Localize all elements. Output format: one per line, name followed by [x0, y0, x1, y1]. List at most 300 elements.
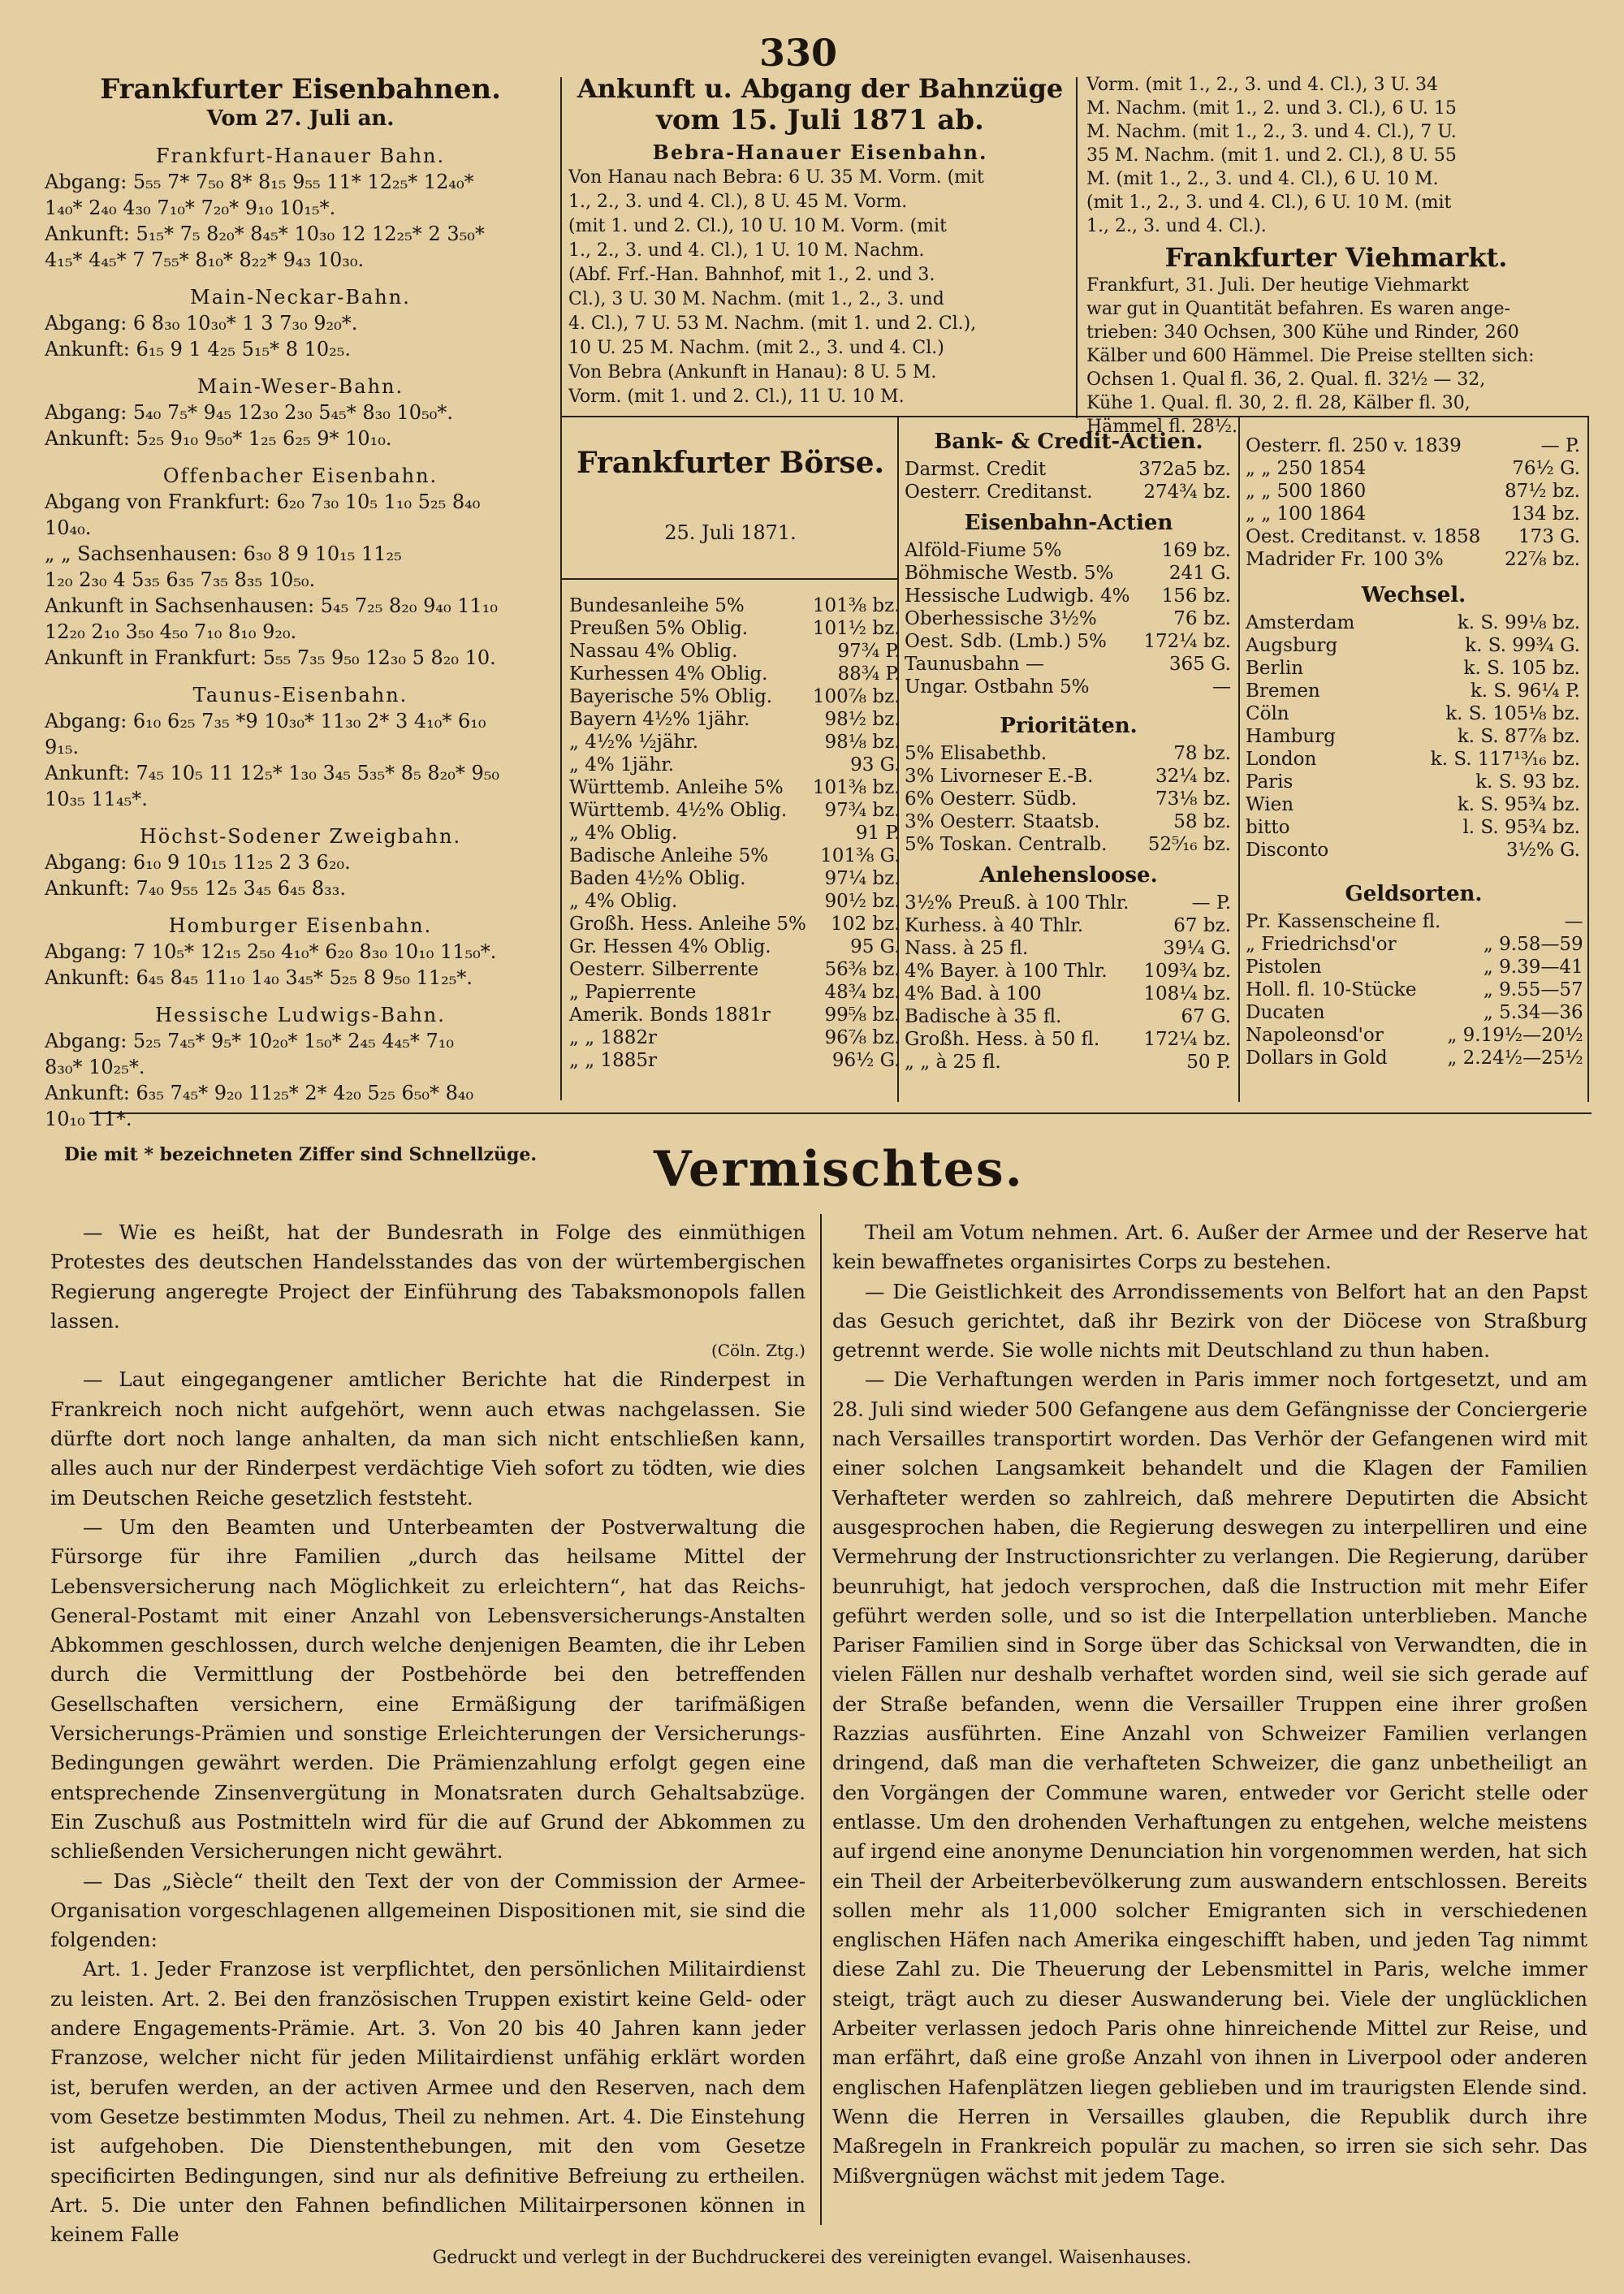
- quote-name: Madrider Fr. 100 3%: [1246, 549, 1444, 570]
- quote-row: [901, 585, 1234, 607]
- bebra-continued-lines: [1086, 73, 1586, 238]
- quote-value: 67 G.: [1181, 1006, 1231, 1027]
- railway-line-name: Homburger Eisenbahn.: [168, 914, 433, 937]
- quote-row: [1242, 434, 1583, 457]
- quote-row: [566, 822, 904, 845]
- quote-value: k. S. 99¾ G.: [1465, 635, 1580, 656]
- timetable-line: „ „ Sachsenhausen: 6₃₀ 8 9 10₁₅ 11₂₅: [45, 542, 402, 565]
- quote-value: 169 bz.: [1161, 540, 1231, 561]
- quote-row: [901, 983, 1234, 1005]
- quote-value: „ 2.24½—25½: [1447, 1048, 1583, 1069]
- quote-row: [1242, 725, 1583, 748]
- viehmarkt-line: Kälber und 600 Hämmel. Die Preise stellten sich:: [1086, 346, 1535, 366]
- quote-value: 90½ bz.: [824, 891, 901, 912]
- quote-value: 101⅜ bz.: [812, 595, 901, 616]
- geld-table: [1242, 910, 1587, 1069]
- quote-row: [901, 914, 1234, 937]
- quote-row: [566, 867, 904, 890]
- timetable-line: Abgang: 6 8₃₀ 10₃₀* 1 3 7₃₀ 9₂₀*.: [45, 312, 358, 335]
- quote-row: [566, 1004, 904, 1026]
- quote-row: [901, 458, 1234, 481]
- quote-value: 365 G.: [1168, 654, 1231, 675]
- railway-line-name: Hessische Ludwigs-Bahn.: [155, 1004, 446, 1026]
- quote-name: Kurhessen 4% Oblig.: [569, 663, 768, 685]
- railway-line-name: Main-Weser-Bahn.: [197, 375, 404, 398]
- timetable-line: 1₄₀* 2₄₀ 4₃₀ 7₁₀* 7₂₀* 9₁₀ 10₁₅*.: [45, 197, 336, 219]
- quote-value: 95 G.: [850, 936, 901, 957]
- quote-value: 102 bz.: [831, 914, 901, 935]
- timetable-line: 1₂₀ 2₃₀ 4 5₃₅ 6₃₅ 7₃₅ 8₃₅ 10₅₀.: [45, 568, 316, 591]
- quote-value: „ 9.19½—20½: [1447, 1025, 1583, 1046]
- bebra-line: Vorm. (mit 1., 2., 3. und 4. Cl.), 3 U. 34: [1086, 75, 1439, 95]
- article-source: (Cöln. Ztg.): [710, 1341, 806, 1361]
- quote-value: 172¼ bz.: [1143, 631, 1231, 652]
- quote-value: k. S. 87⅞ bz.: [1457, 726, 1580, 747]
- quote-name: Württemb. Anleihe 5%: [569, 777, 784, 798]
- quote-value: 87½ bz.: [1504, 481, 1580, 502]
- bebra-line: M. Nachm. (mit 1., 2., 3. und 4. Cl.), 7 U.: [1086, 122, 1457, 142]
- quote-name: Hamburg: [1246, 726, 1336, 747]
- timetable-line: Ankunft in Frankfurt: 5₅₅ 7₃₅ 9₅₀ 12₃₀ 5 8₂₀ 10.: [45, 646, 496, 669]
- page-number: 330: [759, 31, 838, 75]
- viehmarkt-line: Hämmel fl. 28½.: [1086, 417, 1238, 437]
- quote-row: [1242, 1024, 1587, 1047]
- quote-row: [1242, 1047, 1587, 1069]
- quote-row: [566, 594, 904, 617]
- quote-name: Böhmische Westb. 5%: [905, 563, 1114, 584]
- quote-row: [901, 960, 1234, 983]
- quote-name: Augsburg: [1246, 635, 1338, 656]
- quote-row: [901, 937, 1234, 960]
- quote-name: Oest. Sdb. (Lmb.) 5%: [905, 631, 1107, 652]
- bebra-line: 1., 2., 3. und 4. Cl.).: [1086, 216, 1267, 236]
- bebra-title-line1: Ankunft u. Abgang der Bahnzüge: [577, 73, 1064, 104]
- quote-name: Großh. Hess. Anleihe 5%: [569, 914, 806, 935]
- quote-name: Oberhessische 3½%: [905, 608, 1097, 629]
- article-paragraph: Art. 1. Jeder Franzose ist verpflichtet, den persönlichen Militairdienst zu leisten. Art. 2. Bei den französischen Truppen existirt keine Geld- oder andere Engagements-Prämie. Art. 3. Von 20 bis 40 Jahren kann jeder Franzose, welcher nicht für jeden Militairdienst unfähig erklärt worden ist, berufen werden, an der activen Armee und den Reserven, nach dem vom Gesetze bestimmten Modus, Theil zu nehmen. Art. 4. Die Einstehung ist aufgehoben. Die Dienstenthebungen, mit den vom Gesetze specificirten Bedingungen, sind nur als definitive Befreiung zu ertheilen. Art. 5. Die unter den Fahnen befindlichen Militairpersonen können in keinem Falle: [50, 1957, 806, 2247]
- quote-value: 274¾ bz.: [1143, 482, 1231, 503]
- quote-row: [566, 776, 904, 799]
- viehmarkt-line: Frankfurt, 31. Juli. Der heutige Viehmarkt: [1086, 275, 1469, 296]
- quote-value: 98½ bz.: [824, 709, 901, 730]
- quote-name: bitto: [1246, 817, 1290, 838]
- quote-value: 241 G.: [1168, 563, 1231, 584]
- quote-name: Paris: [1246, 771, 1294, 793]
- quote-value: 22⅞ bz.: [1504, 549, 1580, 570]
- quote-value: k. S. 99⅛ bz.: [1457, 612, 1580, 633]
- timetable-line: Ankunft in Sachsenhausen: 5₄₅ 7₂₅ 8₂₀ 9₄₀ 11₁₀: [45, 594, 499, 617]
- quote-value: 73⅛ bz.: [1155, 788, 1231, 810]
- bebra-title-line2: vom 15. Juli 1871 ab.: [656, 104, 984, 136]
- railway-line-name: Frankfurt-Hanauer Bahn.: [155, 145, 446, 167]
- quote-name: Ungar. Ostbahn 5%: [905, 676, 1090, 698]
- quote-value: 101½ bz.: [812, 618, 901, 639]
- railway-line-name: Taunus-Eisenbahn.: [192, 684, 408, 706]
- printer-imprint: Gedruckt und verlegt in der Buchdruckerei des vereinigten evangel. Waisenhauses.: [432, 2248, 1192, 2268]
- quote-value: 93 G.: [850, 754, 901, 775]
- quote-name: 3½% Preuß. à 100 Thlr.: [905, 892, 1129, 914]
- quote-value: 91 P.: [855, 823, 901, 844]
- quote-name: Darmst. Credit: [905, 459, 1047, 480]
- timetable-line: Abgang: 7 10₅* 12₁₅ 2₅₀ 4₁₀* 6₂₀ 8₃₀ 10₁₀ 11₅₀*.: [45, 940, 497, 963]
- quote-value: 108¼ bz.: [1143, 983, 1231, 1004]
- quote-row: [1242, 480, 1583, 503]
- quote-name: „ „ 1882r: [569, 1027, 657, 1048]
- quote-name: Alföld-Fiume 5%: [905, 540, 1062, 561]
- timetable-line: Abgang von Frankfurt: 6₂₀ 7₃₀ 10₅ 1₁₀ 5₂₅ 8₄₀: [45, 490, 481, 513]
- quote-name: „ „ 250 1854: [1246, 458, 1367, 479]
- quote-name: Gr. Hessen 4% Oblig.: [569, 936, 771, 957]
- timetable-line: Abgang: 5₅₅ 7* 7₅₀ 8* 8₁₅ 9₅₅ 11* 12₂₅* 12₄₀*: [45, 171, 474, 193]
- railway-subtitle: Vom 27. Juli an.: [206, 106, 395, 131]
- quote-name: Bundesanleihe 5%: [569, 595, 745, 616]
- quote-value: 96½ G.: [831, 1050, 901, 1071]
- viehmarkt-title: Frankfurter Viehmarkt.: [1164, 242, 1508, 273]
- wechsel-block: [1242, 434, 1585, 1069]
- quote-value: 97¼ bz.: [824, 868, 901, 889]
- railway-line-name: Offenbacher Eisenbahn.: [162, 464, 438, 487]
- quote-name: Berlin: [1246, 658, 1304, 679]
- quote-name: „ „ 100 1864: [1246, 503, 1367, 525]
- quote-value: 76 bz.: [1173, 608, 1231, 629]
- quote-row: [566, 1049, 904, 1072]
- quote-row: [1242, 503, 1583, 525]
- quote-value: 156 bz.: [1161, 585, 1231, 607]
- quote-row: [901, 765, 1234, 788]
- quote-name: „ 4½% ½jähr.: [569, 732, 699, 753]
- quote-name: Bremen: [1246, 680, 1320, 702]
- timetable-line: 4₁₅* 4₄₅* 7 7₅₅* 8₁₀* 8₂₂* 9₄₃ 10₃₀.: [45, 248, 365, 271]
- quote-value: 173 G.: [1518, 526, 1580, 547]
- quote-row: [1242, 702, 1583, 725]
- railway-timetable: [45, 73, 556, 1168]
- quote-name: Disconto: [1246, 840, 1329, 861]
- timetable-line: Ankunft: 6₁₅ 9 1 4₂₅ 5₁₅* 8 10₂₅.: [45, 338, 352, 361]
- boerse-block: [566, 426, 901, 1072]
- quote-value: k. S. 96¼ P.: [1470, 680, 1580, 702]
- column-rule: [820, 1214, 822, 2225]
- quote-name: Oesterr. Creditanst.: [905, 482, 1093, 503]
- timetable-line: 9₁₅.: [45, 736, 80, 758]
- railway-sections: [45, 143, 556, 1132]
- quote-row: [566, 685, 904, 708]
- bebra-line: 4. Cl.), 7 U. 53 M. Nachm. (mit 1. und 2. Cl.),: [568, 313, 977, 334]
- quote-value: „ 9.55—57: [1483, 979, 1583, 1000]
- quote-row: [1242, 657, 1583, 680]
- timetable-line: 10₃₅ 11₄₅*.: [45, 788, 148, 810]
- viehmarkt-line: trieben: 340 Ochsen, 300 Kühe und Rinder, 260: [1086, 322, 1519, 343]
- quote-value: 32¼ bz.: [1155, 766, 1231, 787]
- quote-value: 100⅞ bz.: [812, 686, 901, 707]
- quote-name: Amerik. Bonds 1881r: [569, 1004, 771, 1026]
- quote-name: „ 4% Oblig.: [569, 891, 678, 912]
- quote-name: 6% Oesterr. Südb.: [905, 788, 1078, 810]
- quote-name: 4% Bayer. à 100 Thlr.: [905, 961, 1108, 982]
- column-rule: [1076, 77, 1078, 418]
- quote-row: [566, 890, 904, 913]
- timetable-line: 12₂₀ 2₁₀ 3₅₀ 4₅₀ 7₁₀ 8₁₀ 9₂₀.: [45, 620, 297, 643]
- bebra-continued: [1086, 73, 1586, 438]
- bebra-line: (Abf. Frf.-Han. Bahnhof, mit 1., 2. und 3.: [568, 265, 935, 285]
- quote-name: Oest. Creditanst. v. 1858: [1246, 526, 1481, 547]
- timetable-line: Ankunft: 6₃₅ 7₄₅* 9₂₀ 11₂₅* 2* 4₂₀ 5₂₅ 6₅₀* 8₄₀: [45, 1082, 474, 1104]
- quote-name: „ 4% Oblig.: [569, 823, 678, 844]
- quote-name: Napoleonsd'or: [1246, 1025, 1384, 1046]
- quote-row: [566, 640, 904, 663]
- viehmarkt-line: Ochsen 1. Qual fl. 36, 2. Qual. fl. 32½ — 32,: [1086, 369, 1486, 390]
- column-rule: [1587, 416, 1589, 1102]
- quote-row: [1242, 1001, 1587, 1024]
- quote-value: 58 bz.: [1173, 811, 1231, 832]
- quote-value: —: [1212, 676, 1231, 698]
- bebra-subhead: Bebra-Hanauer Eisenbahn.: [652, 140, 988, 164]
- quote-value: 101⅜ G.: [820, 845, 901, 866]
- quote-value: 96⅞ bz.: [824, 1027, 901, 1048]
- quote-value: 78 bz.: [1173, 743, 1231, 764]
- quote-value: 109¾ bz.: [1143, 961, 1231, 982]
- quote-name: Nassau 4% Oblig.: [569, 641, 738, 662]
- quote-value: — P.: [1191, 892, 1231, 914]
- quote-value: 88¾ P.: [837, 663, 901, 685]
- quote-row: [1242, 457, 1583, 480]
- anlehen-title: Anlehensloose.: [979, 863, 1158, 888]
- oesterr-table: [1242, 434, 1583, 571]
- quote-name: Preußen 5% Oblig.: [569, 618, 749, 639]
- bebra-line: 35 M. Nachm. (mit 1. und 2. Cl.), 8 U. 55: [1086, 145, 1457, 166]
- quote-row: [566, 731, 904, 754]
- quote-row: [1242, 548, 1583, 571]
- article-paragraph: — Laut eingegangener amtlicher Berichte hat die Rinderpest in Frankreich noch nicht aufgehört, wenn auch etwas nachgelassen. Sie dürfte dort noch lange anhalten, da man sich nicht entschließen kann, alles auch nur der Rinderpest verdächtige Vieh sofort zu tödten, wie dies im Deutschen Reiche gesetzlich feststeht.: [50, 1367, 806, 1510]
- quote-name: Nass. à 25 fl.: [905, 938, 1029, 959]
- bebra-line: 1., 2., 3. und 4. Cl.), 1 U. 10 M. Nachm.: [568, 240, 925, 261]
- quote-name: Pistolen: [1246, 957, 1322, 978]
- bebra-line: M. (mit 1., 2., 3. und 4. Cl.), 6 U. 10 M.: [1086, 169, 1439, 189]
- timetable-line: 10₄₀.: [45, 516, 92, 539]
- timetable-line: Abgang: 5₂₅ 7₄₅* 9₅* 10₂₀* 1₅₀* 2₄₅ 4₄₅* 7₁₀: [45, 1030, 455, 1052]
- quote-value: 97¾ P.: [837, 641, 901, 662]
- quote-name: Cöln: [1246, 703, 1289, 724]
- quote-name: Bayerische 5% Oblig.: [569, 686, 773, 707]
- quote-name: Baden 4½% Oblig.: [569, 868, 746, 889]
- quote-value: — P.: [1540, 435, 1580, 456]
- quote-row: [901, 1005, 1234, 1028]
- quote-value: 3½% G.: [1506, 840, 1580, 861]
- quote-value: 172¼ bz.: [1143, 1029, 1231, 1050]
- article-paragraph: — Wie es heißt, hat der Bundesrath in Folge des einmüthigen Protestes des deutschen Handelsstandes das von der würtembergischen Regierung angeregte Project der Einführung des Tabaksmonopols fallen lassen.: [50, 1220, 806, 1333]
- quote-value: 99⅝ bz.: [824, 1004, 901, 1026]
- quote-name: London: [1246, 749, 1317, 770]
- quote-name: 5% Toskan. Centralb.: [905, 834, 1108, 855]
- quote-row: [1242, 956, 1587, 979]
- quote-row: [901, 833, 1234, 856]
- quote-name: Taunusbahn —: [905, 654, 1044, 675]
- quote-row: [566, 708, 904, 731]
- quote-row: [1242, 525, 1583, 548]
- quote-row: [566, 1026, 904, 1049]
- viehmarkt-line: Kühe 1. Qual. fl. 30, 2. fl. 28, Kälber fl. 30,: [1086, 393, 1471, 413]
- timetable-line: Abgang: 5₄₀ 7₅* 9₄₅ 12₃₀ 2₃₀ 5₄₅* 8₃₀ 10₅₀*.: [45, 401, 453, 424]
- timetable-line: Ankunft: 6₄₅ 8₄₅ 11₁₀ 1₄₀ 3₄₅* 5₂₅ 8 9₅₀ 11₂₅*.: [45, 966, 473, 989]
- quote-row: [1242, 771, 1583, 793]
- quote-name: Holl. fl. 10-Stücke: [1246, 979, 1417, 1000]
- quote-value: l. S. 95¾ bz.: [1462, 817, 1580, 838]
- quote-row: [901, 742, 1234, 765]
- viehmarkt-line: war gut in Quantität befahren. Es waren ange-: [1086, 299, 1510, 319]
- quote-name: Badische à 35 fl.: [905, 1006, 1062, 1027]
- bank-table: [901, 458, 1234, 503]
- quote-value: „ 9.39—41: [1483, 957, 1583, 978]
- quote-value: 372a5 bz.: [1138, 459, 1231, 480]
- quote-row: [901, 562, 1234, 585]
- viehmarkt-text: [1086, 274, 1586, 438]
- quote-name: 4% Bad. à 100: [905, 983, 1042, 1004]
- bank-title: Bank- & Credit-Actien.: [934, 430, 1203, 454]
- quote-value: —: [1564, 911, 1583, 932]
- timetable-line: Ankunft: 5₂₅ 9₁₀ 9₅₀* 1₂₅ 6₂₅ 9* 10₁₀.: [45, 427, 392, 450]
- quote-row: [1242, 680, 1583, 702]
- bebra-line: Vorm. (mit 1. und 2. Cl.), 11 U. 10 M.: [568, 387, 905, 407]
- quote-name: 3% Livorneser E.-B.: [905, 766, 1094, 787]
- wechsel-table: [1242, 611, 1583, 862]
- article-paragraph: — Um den Beamten und Unterbeamten der Postverwaltung die Fürsorge für ihre Familien „durch das heilsame Mittel der Lebensversicherung nach Möglichkeit zu erleichtern“, hat das Reichs-General-Postamt mit einer Anzahl von Lebensversicherungs-Anstalten Abkommen geschlossen, durch welche denjenigen Beamten, die ihr Leben durch die Vermittlung der Postbehörde bei den betreffenden Gesellschaften versichern, eine Ermäßigung der tarifmäßigen Versicherungs-Prämien und sonstige Erleichterungen der Versicherungs-Bedingungen gewährt werden. Die Prämienzahlung erfolgt gegen eine entsprechende Zinsenvergütung in Monatsraten durch Gehaltsabzüge. Ein Zuschuß aus Postmitteln wird für die auf Grund der Abkommen zu schließenden Versicherungen nicht gewährt.: [50, 1514, 806, 1864]
- quote-row: [901, 539, 1234, 562]
- timetable-line: Abgang: 6₁₀ 6₂₅ 7₃₅ *9 10₃₀* 11₃₀ 2* 3 4₁₀* 6₁₀: [45, 710, 486, 732]
- quote-row: [901, 481, 1234, 503]
- geld-title: Geldsorten.: [1345, 882, 1483, 906]
- quote-value: 50 P.: [1186, 1052, 1231, 1073]
- quote-name: Wien: [1246, 794, 1294, 815]
- quote-value: k. S. 93 bz.: [1475, 771, 1580, 793]
- quote-value: 48¾ bz.: [824, 982, 901, 1003]
- vermischtes-title: Vermischtes.: [654, 1141, 1024, 1198]
- quote-name: „ „ 500 1860: [1246, 481, 1367, 502]
- quote-name: Oesterr. Silberrente: [569, 959, 759, 980]
- quote-name: „ „ 1885r: [569, 1050, 657, 1071]
- railway-line-name: Main-Neckar-Bahn.: [190, 286, 411, 309]
- quote-row: [1242, 910, 1587, 933]
- quote-row: [1242, 634, 1583, 657]
- quote-row: [566, 845, 904, 867]
- quote-row: [566, 617, 904, 640]
- boerse-title: Frankfurter Börse.: [576, 446, 885, 480]
- quote-name: Badische Anleihe 5%: [569, 845, 769, 866]
- quote-row: [566, 981, 904, 1004]
- article-paragraph: — Das „Siècle“ theilt den Text der von der Commission der Armee-Organisation vorgeschlagenen allgemeinen Dispositionen mit, sie sind die folgenden:: [50, 1868, 806, 1952]
- wechsel-title: Wechsel.: [1361, 583, 1466, 607]
- quote-value: 101⅜ bz.: [812, 777, 901, 798]
- quote-name: „ „ à 25 fl.: [905, 1052, 1001, 1073]
- eisenbahn-table: [901, 539, 1234, 698]
- quote-row: [566, 799, 904, 822]
- quote-value: 97¾ bz.: [824, 800, 901, 821]
- express-note: Die mit * bezeichneten Ziffer sind Schnellzüge.: [63, 1144, 538, 1165]
- column-rule: [560, 77, 562, 1100]
- quote-row: [566, 913, 904, 935]
- railway-line-name: Höchst-Sodener Zweigbahn.: [139, 825, 462, 848]
- quote-value: 39¼ G.: [1163, 938, 1231, 959]
- quote-value: 52⁵⁄₁₆ bz.: [1147, 834, 1231, 855]
- bebra-line: 1., 2., 3. und 4. Cl.), 8 U. 45 M. Vorm.: [568, 192, 908, 212]
- column-rule: [1238, 416, 1240, 1102]
- boerse-date: 25. Juli 1871.: [664, 521, 797, 544]
- quote-name: Oesterr. fl. 250 v. 1839: [1246, 435, 1462, 456]
- quote-name: Kurhess. à 40 Thlr.: [905, 915, 1084, 936]
- quote-row: [1242, 793, 1583, 816]
- quote-value: 134 bz.: [1510, 503, 1580, 525]
- bebra-line: (mit 1., 2., 3. und 4. Cl.), 6 U. 10 M. (mit: [1086, 192, 1452, 213]
- bebra-line: Von Hanau nach Bebra: 6 U. 35 M. Vorm. (mit: [568, 167, 984, 188]
- railway-title: Frankfurter Eisenbahnen.: [100, 73, 501, 106]
- quote-name: 3% Oesterr. Staatsb.: [905, 811, 1100, 832]
- quote-name: Hessische Ludwigb. 4%: [905, 585, 1130, 607]
- quote-row: [566, 958, 904, 981]
- vermischtes-left-column: [50, 1218, 806, 2249]
- quote-name: „ Papierrente: [569, 982, 697, 1003]
- quote-row: [1242, 839, 1583, 862]
- quote-name: „ Friedrichsd'or: [1246, 934, 1397, 955]
- quote-row: [901, 653, 1234, 676]
- quote-row: [901, 810, 1234, 833]
- timetable-line: Abgang: 6₁₀ 9 10₁₅ 11₂₅ 2 3 6₂₀.: [45, 851, 351, 874]
- quote-value: k. S. 95¾ bz.: [1457, 794, 1580, 815]
- quote-name: Ducaten: [1246, 1002, 1325, 1023]
- quote-value: 56⅜ bz.: [824, 959, 901, 980]
- quote-row: [1242, 933, 1587, 956]
- timetable-line: Ankunft: 5₁₅* 7₅ 8₂₀* 8₄₅* 10₃₀ 12 12₂₅* 2 3₅₀*: [45, 222, 485, 245]
- quote-row: [1242, 611, 1583, 634]
- quote-name: Dollars in Gold: [1246, 1048, 1388, 1069]
- quote-row: [901, 788, 1234, 810]
- quote-name: Bayern 4½% 1jähr.: [569, 709, 750, 730]
- quote-row: [901, 892, 1234, 914]
- timetable-line: Ankunft: 7₄₅ 10₅ 11 12₅* 1₃₀ 3₄₅ 5₃₅* 8₅ 8₂₀* 9₅₀: [45, 762, 499, 784]
- quote-row: [901, 1051, 1234, 1074]
- quote-name: 5% Elisabethb.: [905, 743, 1047, 764]
- quote-value: „ 5.34—36: [1483, 1002, 1583, 1023]
- quote-row: [566, 935, 904, 958]
- quote-row: [901, 676, 1234, 698]
- quote-value: „ 9.58—59: [1483, 934, 1583, 955]
- prioritaeten-table: [901, 742, 1234, 856]
- actien-block: [901, 422, 1236, 1074]
- quote-row: [1242, 816, 1583, 839]
- quote-value: 98⅛ bz.: [824, 732, 901, 753]
- quote-value: k. S. 105⅛ bz.: [1445, 703, 1580, 724]
- quote-name: Amsterdam: [1246, 612, 1355, 633]
- timetable-line: 10₁₀ 11*.: [45, 1108, 132, 1130]
- quote-value: k. S. 117¹³⁄₁₆ bz.: [1430, 749, 1580, 770]
- anlehen-table: [901, 892, 1234, 1074]
- quote-row: [566, 663, 904, 685]
- bebra-lines: [568, 166, 1072, 409]
- quote-value: k. S. 105 bz.: [1463, 658, 1580, 679]
- quote-row: [901, 1028, 1234, 1051]
- quote-row: [901, 630, 1234, 653]
- timetable-line: 8₃₀* 10₂₅*.: [45, 1056, 145, 1078]
- bebra-line: 10 U. 25 M. Nachm. (mit 2., 3. und 4. Cl.): [568, 338, 944, 358]
- vermischtes-right-column: [832, 1218, 1587, 2191]
- quote-value: 76½ G.: [1512, 458, 1580, 479]
- bebra-timetable: [568, 73, 1072, 409]
- bebra-line: Cl.), 3 U. 30 M. Nachm. (mit 1., 2., 3. und: [568, 289, 944, 309]
- article-paragraph: — Die Geistlichkeit des Arrondissements von Belfort hat an den Papst das Gesuch gerichtet, daß ihr Bezirk von der Diöcese von Straßburg getrennt werde. Sie wolle nichts mit Deutschland zu thun haben.: [832, 1279, 1587, 1363]
- quote-name: Pr. Kassenscheine fl.: [1246, 911, 1441, 932]
- quote-value: 67 bz.: [1173, 915, 1231, 936]
- prioritaeten-title: Prioritäten.: [1000, 714, 1138, 738]
- quote-row: [1242, 979, 1587, 1001]
- quote-name: Großh. Hess. à 50 fl.: [905, 1029, 1100, 1050]
- bebra-line: M. Nachm. (mit 1., 2. und 3. Cl.), 6 U. 15: [1086, 98, 1457, 119]
